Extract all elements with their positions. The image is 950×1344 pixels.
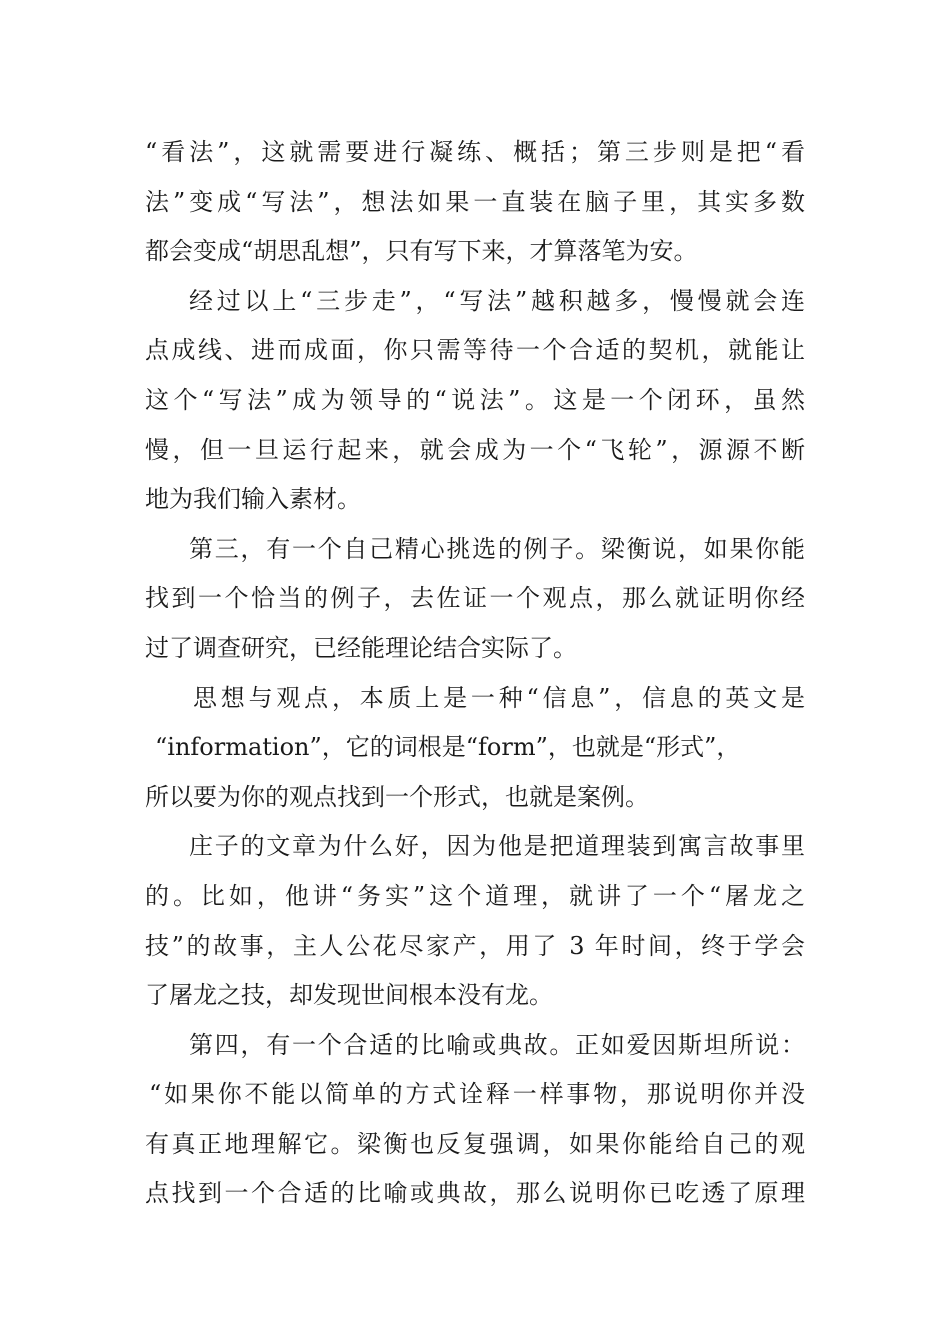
text-line: 地为我们输入素材。 bbox=[145, 485, 361, 514]
text-line: 技”的故事，主人公花尽家产，用了 3 年时间，终于学会 bbox=[145, 931, 805, 960]
text-line: 了屠龙之技，却发现世间根本没有龙。 bbox=[145, 981, 553, 1010]
text-line: 的。比如，他讲“务实”这个道理，就讲了一个“屠龙之 bbox=[145, 881, 805, 910]
text-line: 过了调查研究，已经能理论结合实际了。 bbox=[145, 633, 577, 662]
text-line: 都会变成“胡思乱想”，只有写下来，才算落笔为安。 bbox=[145, 237, 698, 266]
paragraph-start-line: 庄子的文章为什么好，因为他是把道理装到寓言故事里 bbox=[189, 832, 805, 861]
text-line: “information”，它的词根是“form”，也就是“形式”， bbox=[155, 733, 741, 762]
paragraph-start-line: 经过以上“三步走”，“写法”越积越多，慢慢就会连 bbox=[189, 286, 805, 315]
text-line: 法”变成“写法”，想法如果一直装在脑子里，其实多数 bbox=[145, 187, 805, 216]
text-line: 慢，但一旦运行起来，就会成为一个“飞轮”，源源不断 bbox=[145, 435, 805, 464]
text-line: “如果你不能以简单的方式诠释一样事物，那说明你并没 bbox=[149, 1080, 805, 1109]
text-line: 所以要为你的观点找到一个形式，也就是案例。 bbox=[145, 782, 649, 811]
paragraph-start-line: 第四，有一个合适的比喻或典故。正如爱因斯坦所说： bbox=[189, 1030, 805, 1059]
text-line: 找到一个恰当的例子，去佐证一个观点，那么就证明你经 bbox=[145, 584, 805, 613]
text-line: 点成线、进而成面，你只需等待一个合适的契机，就能让 bbox=[145, 336, 805, 365]
text-line: 有真正地理解它。梁衡也反复强调，如果你能给自己的观 bbox=[145, 1129, 805, 1158]
text-line: 这个“写法”成为领导的“说法”。这是一个闭环，虽然 bbox=[145, 385, 805, 414]
document-body bbox=[145, 128, 805, 1219]
paragraph-start-line: 第三，有一个自己精心挑选的例子。梁衡说，如果你能 bbox=[189, 534, 805, 563]
text-line: “看法”，这就需要进行凝练、概括；第三步则是把“看 bbox=[145, 138, 805, 166]
paragraph-start-line: 思想与观点，本质上是一种“信息”，信息的英文是 bbox=[193, 683, 805, 712]
text-line: 点找到一个合适的比喻或典故，那么说明你已吃透了原理 bbox=[145, 1179, 805, 1208]
